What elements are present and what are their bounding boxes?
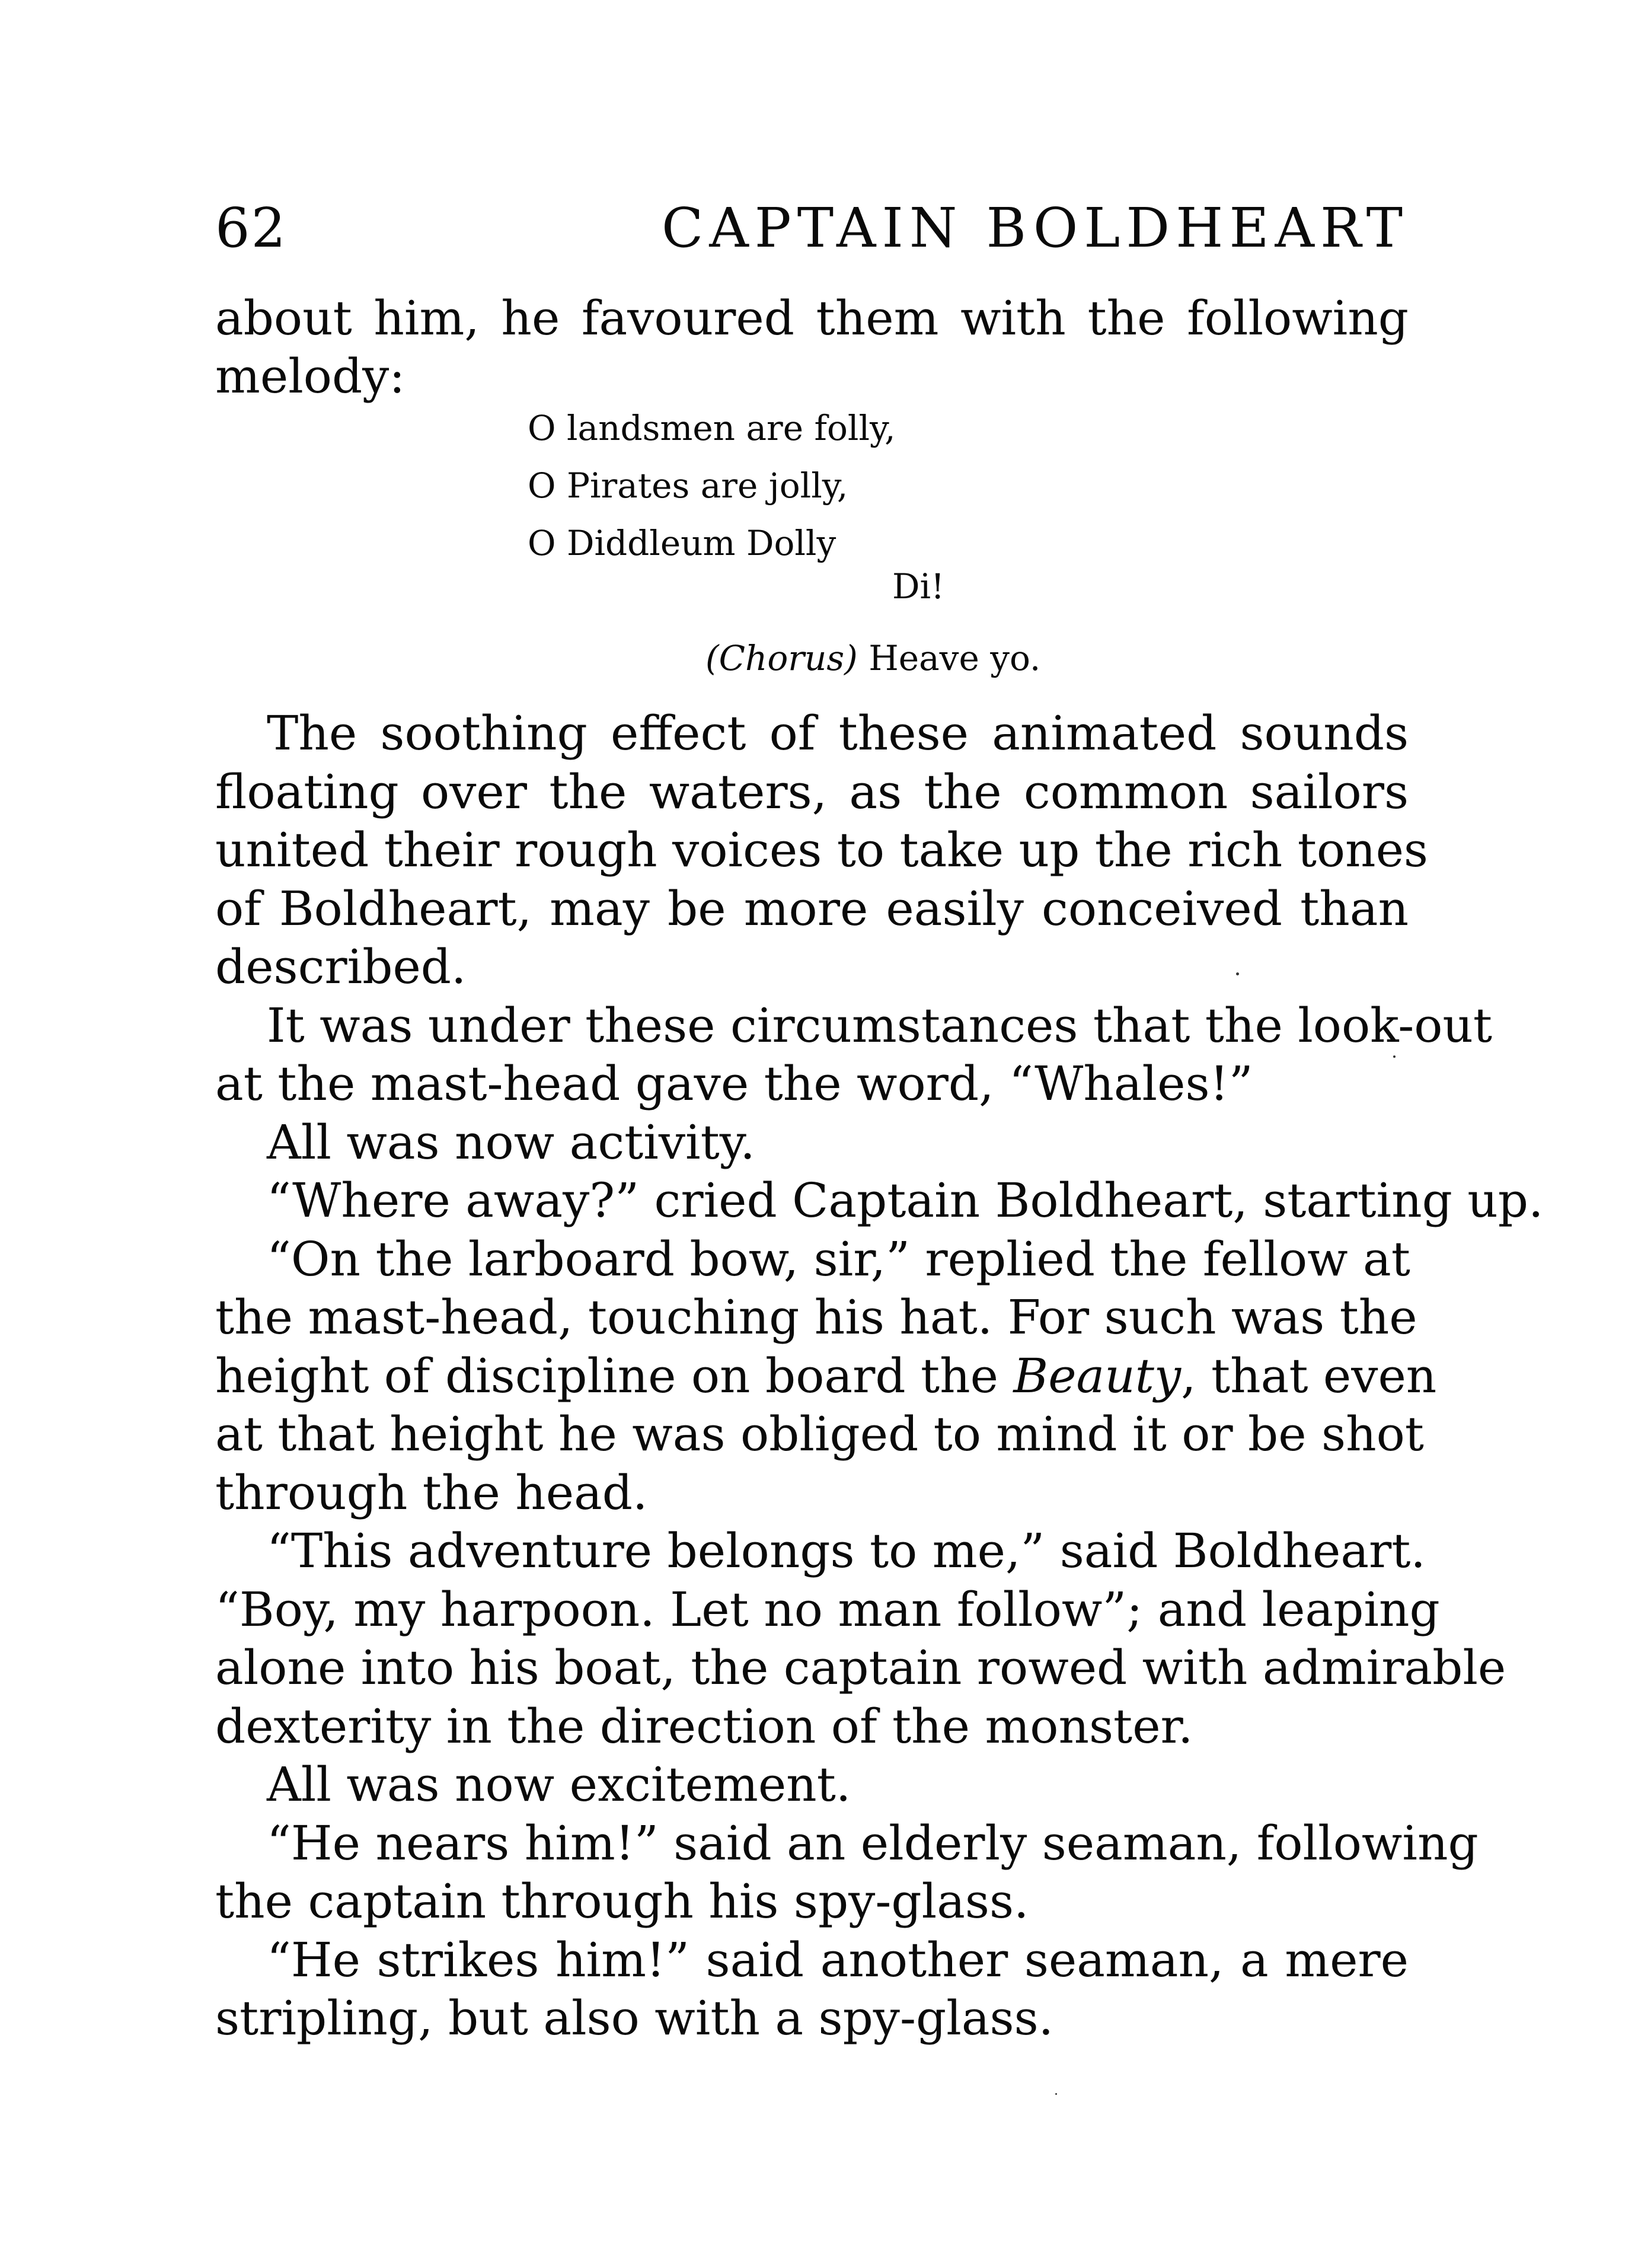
verse-line: O Diddleum Dolly [528,523,836,563]
running-title: CAPTAIN BOLDHEART [661,196,1409,260]
paragraph-line: floating over the waters, as the common sailors [215,764,1409,819]
paragraph-line: “He nears him!” said an elderly seaman, following [267,1816,1479,1871]
paragraph-line: All was now activity. [267,1115,755,1170]
ship-name: Beauty [1013,1348,1182,1403]
paragraph-line: All was now excitement. [267,1757,851,1812]
scan-speck [1055,2093,1057,2095]
paragraph-line: It was under these circumstances that the look-out [267,998,1493,1053]
paragraph-line: stripling, but also with a spy-glass. [215,1991,1054,2046]
paragraph-line: at the mast-head gave the word, “Whales!” [215,1056,1253,1111]
paragraph-line: about him, he favoured them with the following [215,291,1409,346]
paragraph-line: The soothing effect of these animated sounds [267,706,1409,761]
chorus-text: Heave yo. [869,638,1041,678]
paragraph-line: dexterity in the direction of the monster. [215,1699,1193,1754]
paragraph-line: “On the larboard bow, sir,” replied the fellow at [267,1232,1410,1287]
running-header [215,196,1409,261]
verse-line: Di! [892,566,945,607]
paragraph-line: through the head. [215,1465,648,1520]
paragraph-line: at that height he was obliged to mind it or be shot [215,1406,1424,1462]
paragraph-line: of Boldheart, may be more easily conceived than [215,881,1409,936]
paragraph-line: “He strikes him!” said another seaman, a mere [267,1932,1409,1988]
paragraph-line: height of discipline on board the Beauty, that even [215,1348,1437,1403]
paragraph-line: the mast-head, touching his hat. For such was the [215,1290,1417,1345]
paragraph-line: “Boy, my harpoon. Let no man follow”; and leaping [215,1582,1440,1637]
paragraph-line: described. [215,939,467,994]
scan-speck [1236,972,1239,975]
paragraph-line: the captain through his spy-glass. [215,1874,1029,1929]
scan-speck [1393,1055,1396,1058]
paragraph-line: “This adventure belongs to me,” said Boldheart. [267,1523,1426,1578]
paragraph-line: “Where away?” cried Captain Boldheart, starting up. [267,1173,1544,1228]
paragraph-line: united their rough voices to take up the rich tones [215,822,1428,878]
paragraph-line: alone into his boat, the captain rowed with admirable [215,1640,1506,1695]
paragraph-line: melody: [215,349,405,404]
verse-chorus [705,637,1040,680]
chorus-label: (Chorus) [705,638,858,678]
page-number: 62 [215,196,288,260]
verse-line: O landsmen are folly, [528,408,896,448]
verse-line: O Pirates are jolly, [528,465,848,506]
